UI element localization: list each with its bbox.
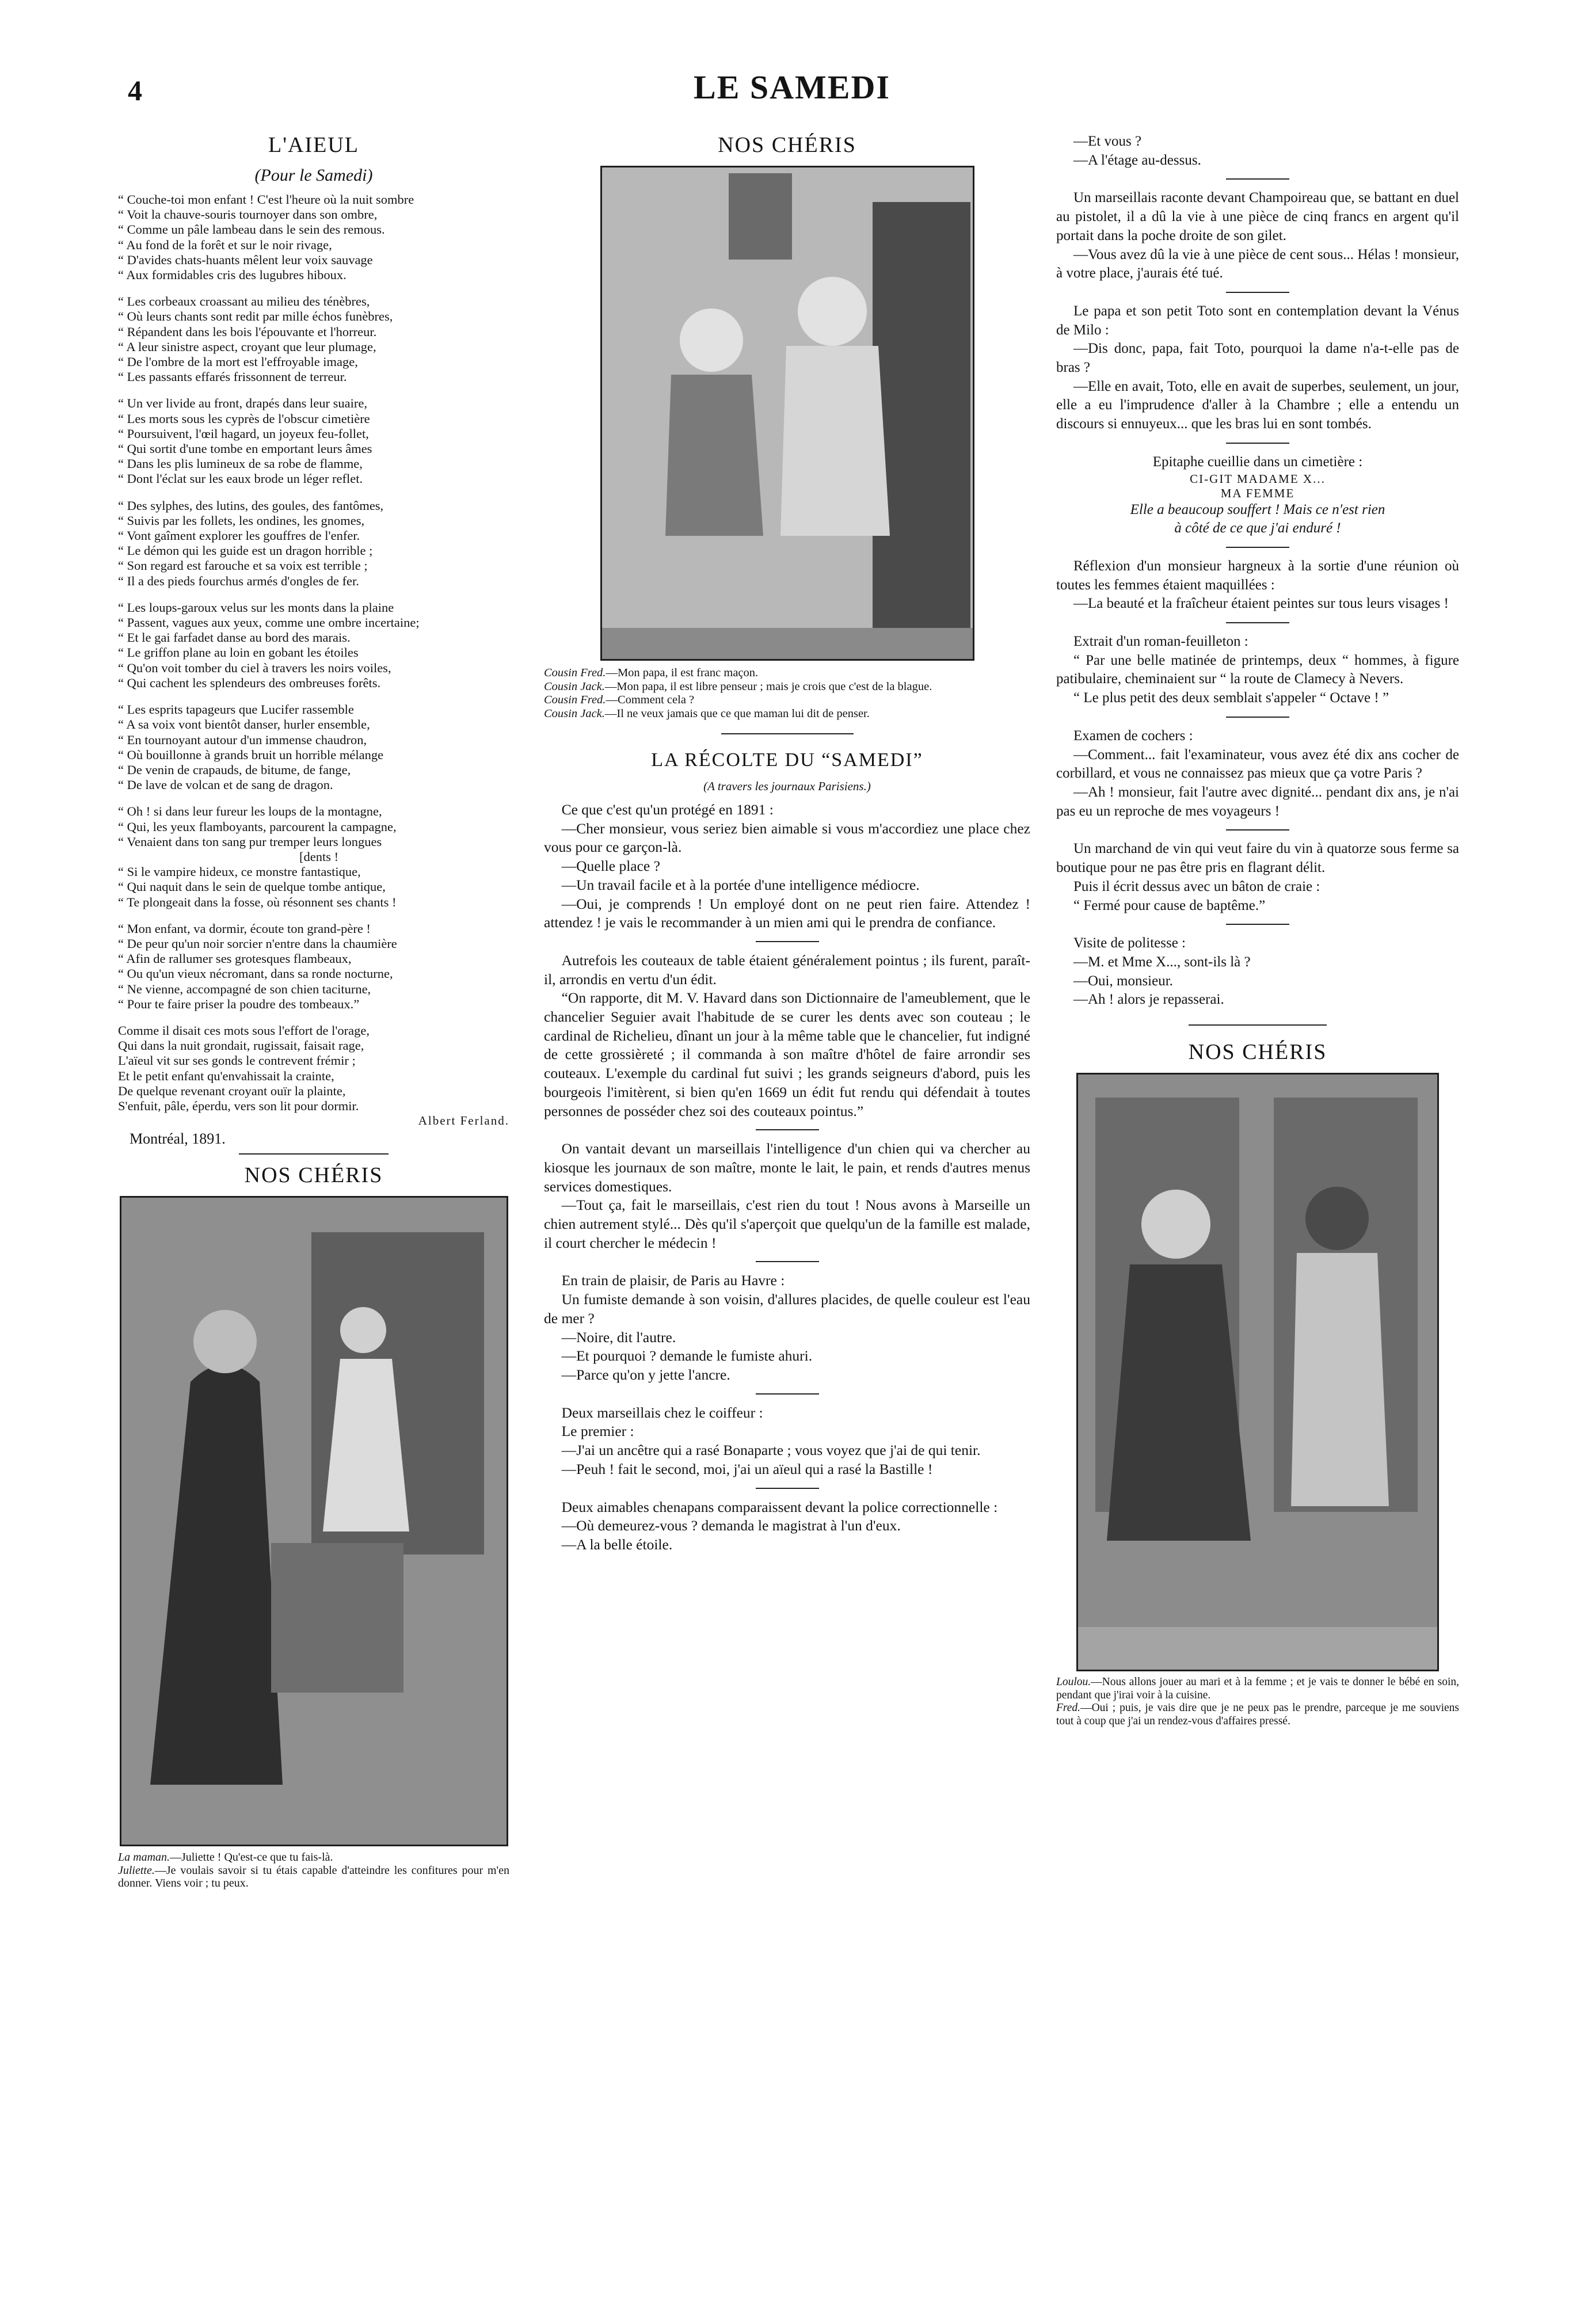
paragraph: —Un travail facile et à la portée d'une intelligence médiocre. [561, 876, 920, 893]
caption-line [544, 707, 1030, 721]
cartoon-illustration-children-door [1076, 1073, 1439, 1671]
paragraph: —Tout ça, fait le marseillais, c'est rien du tout ! Nous avons à Marseille un chien autrement stylé... Dès qu'il s'aperçoit que quelqu'un de la famille est malade, il court chercher le médecin ! [544, 1197, 1030, 1251]
poem-stanza: “ Un ver livide au front, drapés dans leur suaire, “ Les morts sous les cyprès de l'obscur cimetière “ Poursuivent, l'œil hagard, un joyeux feu-follet, “ Qui sortit d'une tombe en emportant leurs âmes “ Dans les plis lumineux de sa robe de flamme, “ Dont l'éclat sur les eaux brode un léger reflet. [118, 396, 372, 486]
paragraph: —Et vous ? [1073, 134, 1142, 149]
divider [1226, 443, 1289, 444]
paragraph: —Oui, je comprends ! Un employé dont on ne peut rien faire. Attendez ! attendez ! je vais le recommander à un mien ami qui le prendra de confiance. [544, 895, 1030, 931]
caption-line [544, 694, 1030, 707]
epitaph-verse: Elle a beaucoup souffert ! Mais ce n'est rien [1130, 501, 1385, 517]
paragraph: —Comment... fait l'examinateur, vous avez été dix ans cocher de corbillard, et vous ne connaissez pas mieux que ça votre Paris ? [1056, 746, 1459, 782]
caption-text: —Comment cela ? [606, 694, 695, 706]
poem-stanza: “ Couche-toi mon enfant ! C'est l'heure où la nuit sombre “ Voit la chauve-souris tournoyer dans son ombre, “ Comme un pâle lambeau dans le sein des remous. “ Au fond de la forêt et sur le noir rivage, “ D'avides chats-huants mêlent leur voix sauvage “ Aux formidables cris des lugubres hiboux. [118, 192, 414, 283]
section-title: LA RÉCOLTE DU “SAMEDI” [651, 749, 923, 771]
paragraph: Visite de politesse : [1073, 935, 1186, 951]
poem-stanza: “ Oh ! si dans leur fureur les loups de la montagne, “ Qui, les yeux flamboyants, parcourent la campagne, “ Venaient dans ton sang pur tremper leurs longues [dents ! “ Si le vampire hideux, ce monstre fantastique, “ Qui naquit dans le sein de quelque tombe antique, “ Te plongeait dans la fosse, où résonnent ses chants ! [118, 804, 397, 909]
poem-stanza: “ Les loups-garoux velus sur les monts dans la plaine “ Passent, vagues aux yeux, comme une ombre incertaine; “ Et le gai farfadet danse au bord des marais. “ Le griffon plane au loin en gobant les étoiles “ Qu'on voit tomber du ciel à travers les noirs voiles, “ Qui cachent les splendeurs des ombreuses forêts. [118, 600, 420, 690]
divider [1226, 829, 1289, 830]
paragraph: —M. et Mme X..., sont-ils là ? [1073, 954, 1251, 970]
caption-text: —Oui ; puis, je vais dire que je ne peux pas le prendre, parceque je me souviens tout à coup que j'ai un rendez-vous d'affaires pressé. [1056, 1702, 1459, 1727]
paragraph: “ Par une belle matinée de printemps, deux “ hommes, à figure patibulaire, cheminaient sur “ la route de Clamecy à Nevers. [1056, 652, 1459, 687]
caption-speaker: Cousin Fred. [544, 694, 606, 706]
epitaph [1056, 453, 1459, 538]
divider [756, 941, 819, 942]
engraving-placeholder [602, 167, 973, 659]
paragraph: Un marseillais raconte devant Champoireau que, se battant en duel au pistolet, il a dû la vie à une pièce de cinq francs en argent qu'il portait dans la poche droite de son gilet. [1056, 190, 1459, 243]
divider [721, 733, 854, 734]
paragraph: —Quelle place ? [561, 858, 660, 875]
divider [756, 1129, 819, 1130]
divider [1226, 717, 1289, 718]
section-subtitle: (A travers les journaux Parisiens.) [703, 779, 871, 793]
column-middle [544, 132, 1030, 1555]
paragraph: —Et pourquoi ? demande le fumiste ahuri. [561, 1347, 813, 1365]
poem-stanza: “ Des sylphes, des lutins, des goules, des fantômes, “ Suivis par les follets, les ondines, les gnomes, “ Vont gaîment explorer les gouffres de l'enfer. “ Le démon qui les guide est un dragon horrible ; “ Son regard est farouche et sa voix est terrible ; “ Il a des pieds fourchus armés d'ongles de fer. [118, 498, 384, 588]
divider [1226, 547, 1289, 548]
anecdote [544, 1271, 1030, 1384]
caption-text: —Il ne veux jamais que ce que maman lui dit de penser. [604, 707, 870, 720]
paragraph: Deux marseillais chez le coiffeur : [561, 1404, 763, 1421]
paragraph: —Oui, monsieur. [1073, 973, 1173, 989]
anecdote [1056, 727, 1459, 821]
poem-body [118, 192, 509, 1114]
engraving-placeholder [1078, 1075, 1437, 1670]
caption-text: —Mon papa, il est franc maçon. [606, 666, 759, 679]
paragraph: —Noire, dit l'autre. [561, 1328, 676, 1346]
cartoon-caption [544, 666, 1030, 721]
divider [1226, 622, 1289, 623]
paragraph: —Où demeurez-vous ? demanda le magistrat à l'un d'eux. [561, 1517, 901, 1534]
cartoon-title: NOS CHÉRIS [244, 1163, 383, 1188]
poem-place-date: Montréal, 1891. [130, 1130, 226, 1148]
anecdote [1056, 557, 1459, 614]
cartoon-title: NOS CHÉRIS [718, 133, 856, 157]
divider [756, 1393, 819, 1395]
divider [1226, 924, 1289, 925]
paragraph: —J'ai un ancêtre qui a rasé Bonaparte ; vous voyez que j'ai de qui tenir. [561, 1442, 981, 1459]
paragraph: Epitaphe cueillie dans un cimetière : [1152, 454, 1363, 470]
cartoon-caption [118, 1851, 509, 1890]
anecdote [544, 1404, 1030, 1479]
caption-speaker: Cousin Jack. [544, 680, 605, 693]
anecdote [544, 1498, 1030, 1555]
paragraph: “On rapporte, dit M. V. Havard dans son Dictionnaire de l'ameublement, que le chancelier Seguier avait l'habitude de se curer les dents avec son couteau ; le cardinal de Richelieu, dînant un jour à la même table que le chancelier, fut indigné de cette grossièreté ; il commanda à son maître d'hôtel de faire arrondir ses couteaux. L'exemple du cardinal fut suivi ; les grands seigneurs d'abord, puis les bourgeois l'imitèrent, si bien qu'en 1669 un édit fut rendu qui défendait à toutes personnes de posséder chez soi des couteaux pointus.” [544, 989, 1030, 1119]
anecdote [1056, 633, 1459, 708]
caption-text: —Nous allons jouer au mari et à la femme ; et je vais te donner le bébé en soin, pendant que j'irai voir à la cuisine. [1056, 1676, 1459, 1701]
anecdote [1056, 189, 1459, 283]
anecdote [1056, 934, 1459, 1009]
paragraph: —Parce qu'on y jette l'ancre. [561, 1366, 730, 1383]
paragraph: Ce que c'est qu'un protégé en 1891 : [561, 801, 774, 818]
poem-stanza: “ Les corbeaux croassant au milieu des ténèbres, “ Où leurs chants sont redit par mille échos funèbres, “ Répandent dans les bois l'épouvante et l'horreur. “ A leur sinistre aspect, croyant que leur plumage, “ De l'ombre de la mort est l'effroyable image, “ Les passants effarés frissonnent de terreur. [118, 294, 393, 384]
caption-speaker: Cousin Fred. [544, 666, 606, 679]
anecdote [1056, 132, 1459, 170]
paragraph: —Ah ! alors je repasserai. [1073, 992, 1224, 1008]
caption-text: —Juliette ! Qu'est-ce que tu fais-là. [170, 1851, 333, 1864]
paragraph: Un marchand de vin qui veut faire du vin à quatorze sous ferme sa boutique pour ne pas être pris en flagrant délit. [1056, 841, 1459, 876]
divider [756, 1261, 819, 1262]
masthead: LE SAMEDI [694, 68, 890, 106]
paragraph: —La beauté et la fraîcheur étaient peintes sur tous leurs visages ! [1073, 596, 1449, 612]
paragraph: Puis il écrit dessus avec un bâton de craie : [1073, 878, 1320, 894]
column-right [1056, 132, 1459, 1728]
caption-line [544, 666, 1030, 680]
poem-title: L'AIEUL [268, 133, 360, 157]
poem-stanza: Comme il disait ces mots sous l'effort de l'orage, Qui dans la nuit grondait, rugissait, faisait rage, L'aïeul vit sur ses gonds le contrevent frémir ; Et le petit enfant qu'envahissait la crainte, De quelque revenant croyant ouïr la plainte, S'enfuit, pâle, éperdu, vers son lit pour dormir. [118, 1023, 370, 1113]
column-left [118, 132, 509, 1890]
cartoon-title: NOS CHÉRIS [1188, 1040, 1327, 1065]
paragraph: —A l'étage au-dessus. [1073, 152, 1201, 168]
paragraph: —A la belle étoile. [561, 1536, 673, 1553]
caption-speaker: Juliette. [118, 1864, 155, 1877]
paragraph: En train de plaisir, de Paris au Havre : [561, 1272, 785, 1289]
divider [1226, 292, 1289, 293]
poem-stanza: “ Les esprits tapageurs que Lucifer rassemble “ A sa voix vont bientôt danser, hurler ensemble, “ En tournoyant autour d'un immense chaudron, “ Où bouillonne à grands bruit un horrible mélange “ De venin de crapauds, de bitume, de fange, “ De lave de volcan et de sang de dragon. [118, 702, 384, 793]
poem-author: Albert Ferland. [418, 1114, 509, 1128]
paragraph: —Cher monsieur, vous seriez bien aimable si vous m'accordiez une place chez vous pour ce garçon-là. [544, 820, 1030, 856]
paragraph: —Dis donc, papa, fait Toto, pourquoi la dame n'a-t-elle pas de bras ? [1056, 341, 1459, 376]
caption-text: —Mon papa, il est libre penseur ; mais je crois que c'est de la blague. [604, 680, 932, 693]
paragraph: Le papa et son petit Toto sont en contemplation devant la Vénus de Milo : [1056, 303, 1459, 338]
anecdote [1056, 840, 1459, 915]
caption-speaker: Cousin Jack. [544, 707, 605, 720]
divider [1189, 1024, 1327, 1026]
poem-subtitle: (Pour le Samedi) [254, 166, 373, 185]
paragraph: Examen de cochers : [1073, 727, 1193, 744]
caption-speaker: La maman. [118, 1851, 170, 1864]
epitaph-line: MA FEMME [1220, 486, 1295, 500]
divider [1226, 178, 1289, 180]
epitaph-line: CI-GIT MADAME X... [1190, 471, 1326, 486]
caption-line [544, 680, 1030, 694]
anecdote [544, 801, 1030, 932]
paragraph: —Elle en avait, Toto, elle en avait de superbes, seulement, un jour, elle a eu l'imprudence d'aller à la Chambre ; elle a entendu un discours si ennuyeux... que les bras lui en sont tombés. [1056, 378, 1459, 432]
cartoon-illustration-mother-child [120, 1196, 508, 1846]
paragraph: Extrait d'un roman-feuilleton : [1073, 634, 1248, 650]
caption-text: —Je voulais savoir si tu étais capable d'atteindre les confitures pour m'en donner. Viens voir ; tu peux. [118, 1864, 509, 1890]
paragraph: —Ah ! monsieur, fait l'autre avec dignité... pendant dix ans, je n'ai pas eu un reproche de mes voyageurs ! [1056, 784, 1459, 819]
paragraph: “ Le plus petit des deux semblait s'appeler “ Octave ! ” [1073, 690, 1389, 706]
paragraph: —Vous avez dû la vie à une pièce de cent sous... Hélas ! monsieur, à votre place, j'aurais été tué. [1056, 246, 1459, 281]
cartoon-caption [1056, 1676, 1459, 1728]
paragraph: Deux aimables chenapans comparaissent devant la police correctionnelle : [561, 1498, 998, 1515]
caption-speaker: Fred. [1056, 1702, 1081, 1715]
paragraph: Autrefois les couteaux de table étaient généralement pointus ; ils furent, paraît-il, arrondis en vertu d'un édit. [544, 951, 1030, 988]
poem-stanza: “ Mon enfant, va dormir, écoute ton grand-père ! “ De peur qu'un noir sorcier n'entre dans la chaumière “ Afin de rallumer ses grotesques flambeaux, “ Ou qu'un vieux nécromant, dans sa ronde nocturne, “ Ne vienne, accompagné de son chien taciturne, “ Pour te faire priser la poudre des tombeaux.” [118, 921, 397, 1011]
anecdote [544, 1140, 1030, 1252]
caption-speaker: Loulou. [1056, 1676, 1091, 1689]
engraving-placeholder [121, 1198, 507, 1845]
paragraph: “ Fermé pour cause de baptême.” [1073, 897, 1266, 913]
paragraph: Un fumiste demande à son voisin, d'allures placides, de quelle couleur est l'eau de mer ? [544, 1291, 1030, 1327]
cartoon-illustration-two-boys [600, 166, 974, 661]
page-number: 4 [128, 74, 142, 106]
divider [756, 1488, 819, 1489]
divider [239, 1153, 389, 1155]
paragraph: Le premier : [561, 1423, 634, 1440]
epitaph-verse: à côté de ce que j'ai enduré ! [1174, 520, 1341, 536]
paragraph: Réflexion d'un monsieur hargneux à la sortie d'une réunion où toutes les femmes étaient maquillées : [1056, 558, 1459, 593]
anecdote [544, 951, 1030, 1121]
paragraph: On vantait devant un marseillais l'intelligence d'un chien qui va chercher au kiosque les journaux de son maître, monte le lait, le pain, et rends d'autres menus services domestiques. [544, 1140, 1030, 1195]
anecdote [1056, 302, 1459, 434]
paragraph: —Peuh ! fait le second, moi, j'ai un aïeul qui a rasé la Bastille ! [561, 1460, 933, 1477]
